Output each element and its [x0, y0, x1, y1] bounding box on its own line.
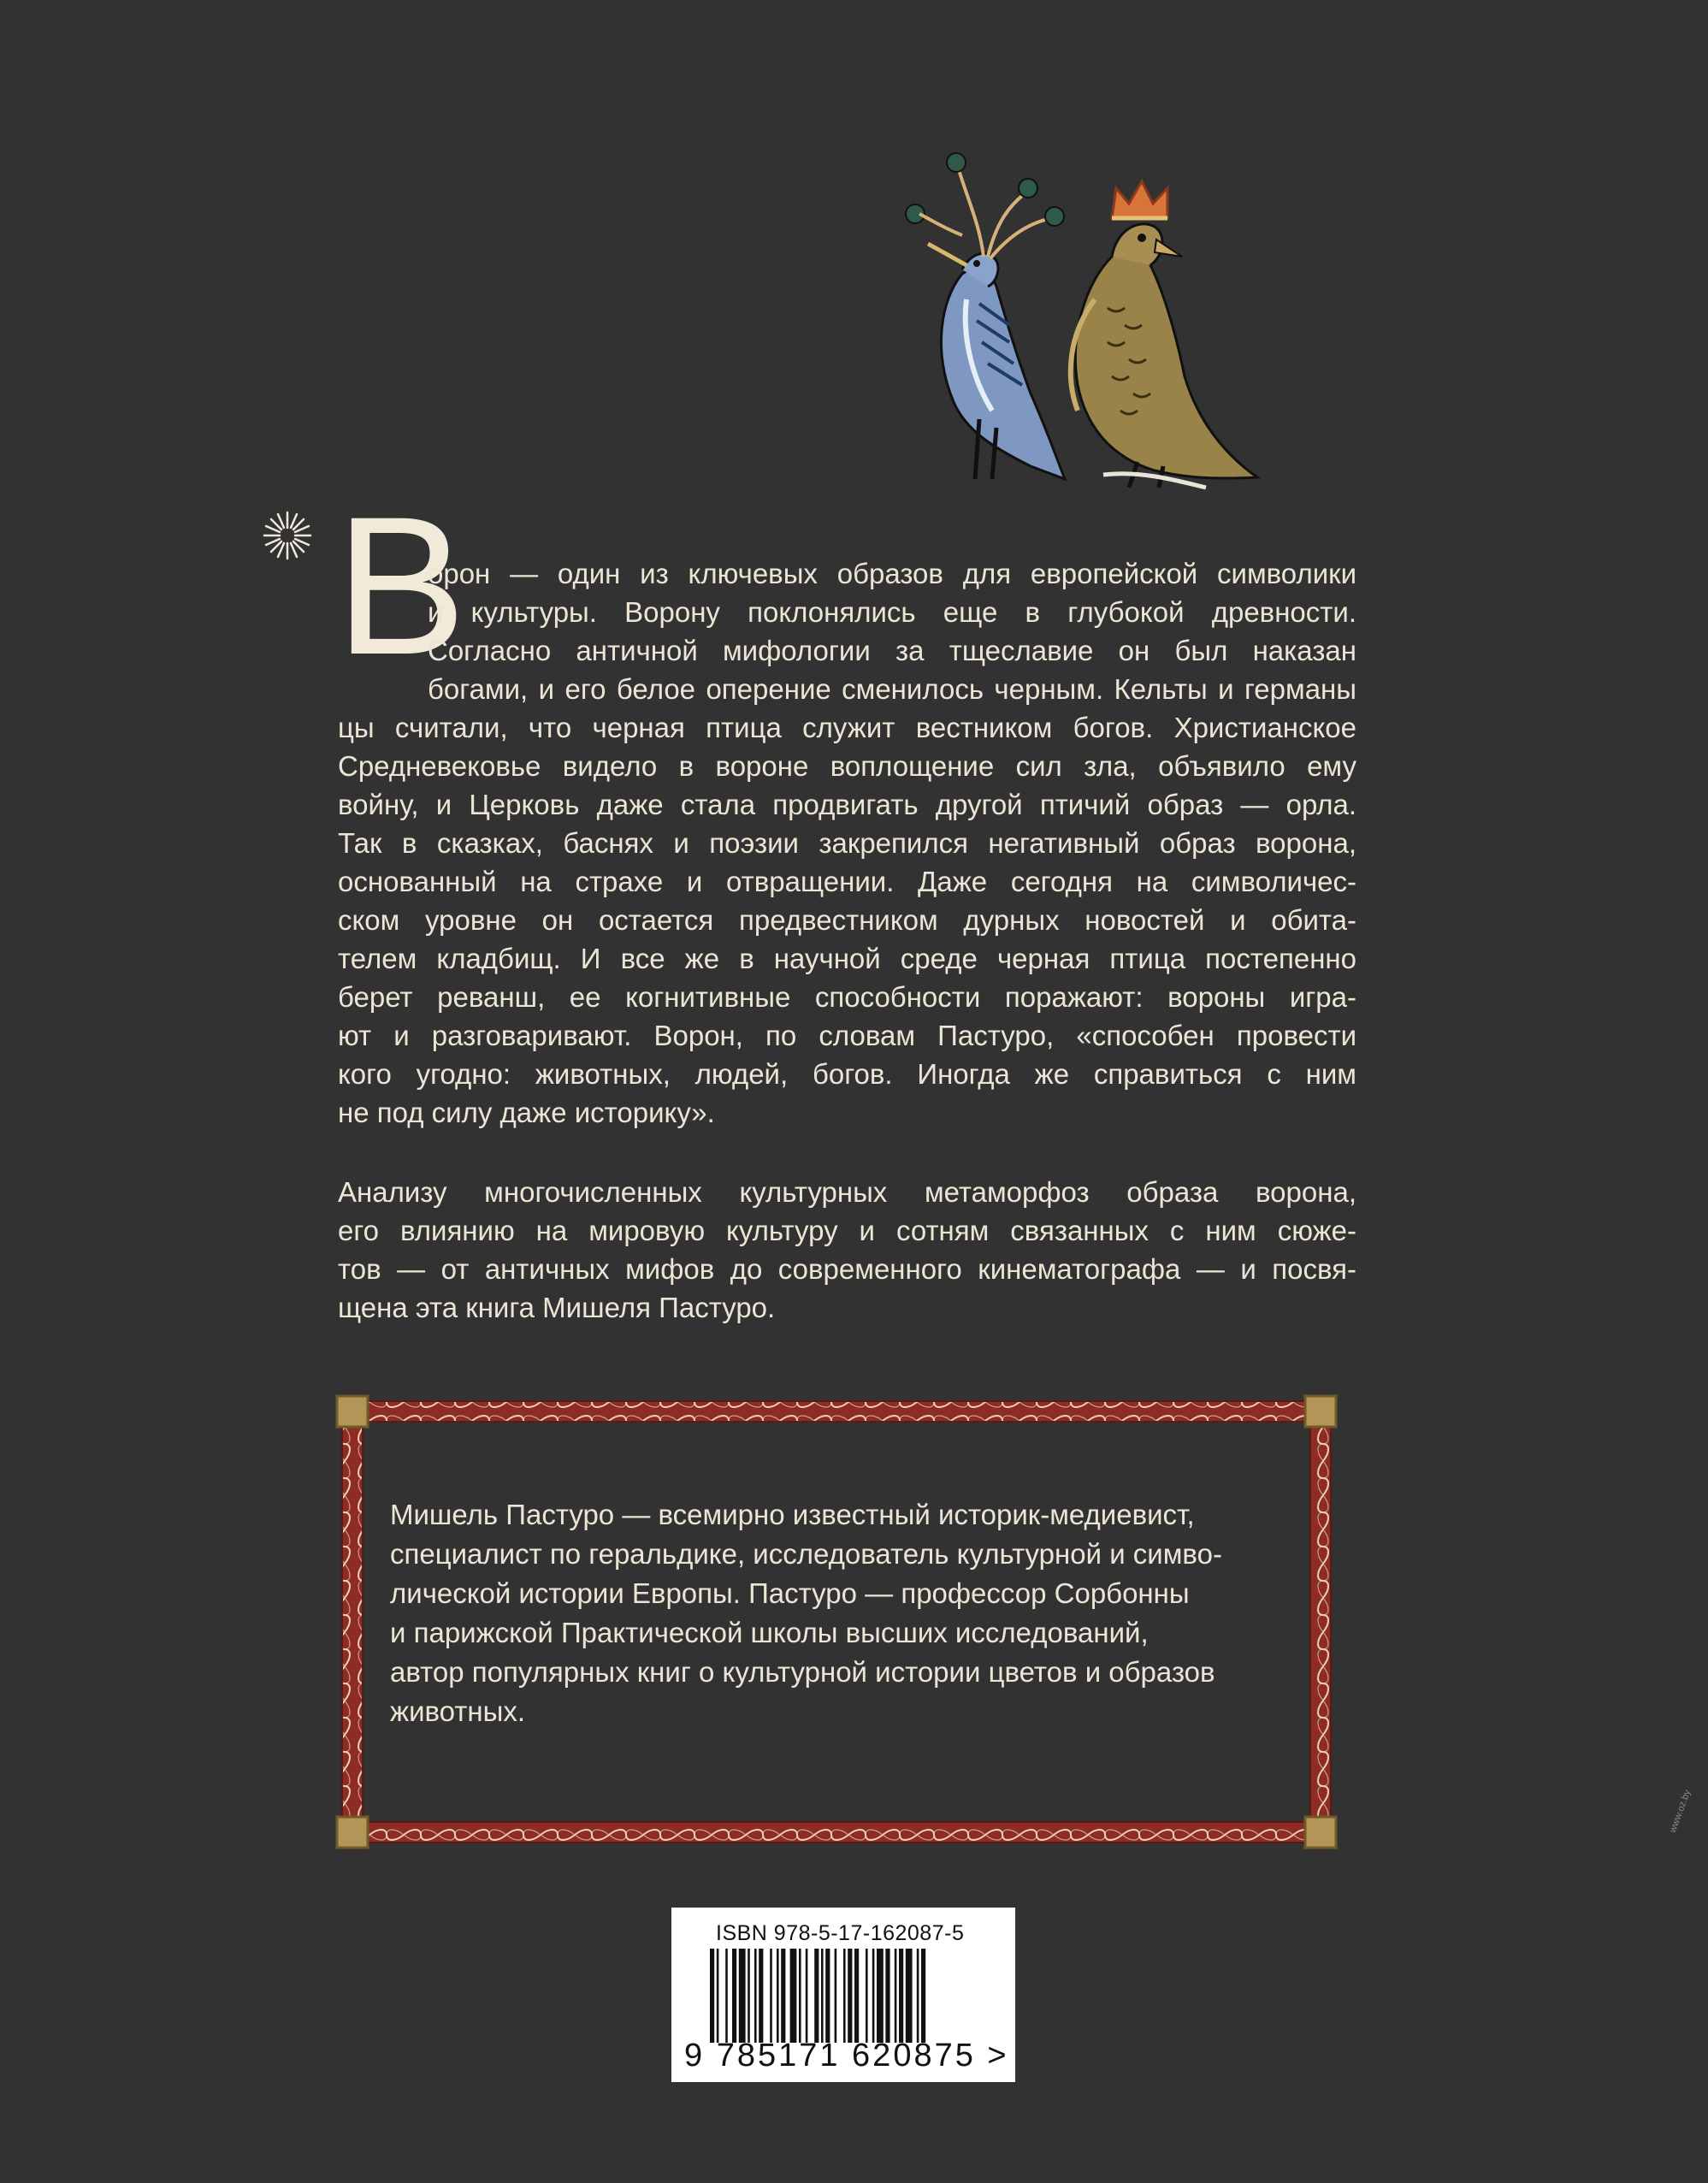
barcode-digits: 9 785171 620875 >: [684, 2038, 1009, 2074]
barcode-bar: [781, 1949, 785, 2043]
barcode-bar: [854, 1949, 859, 2043]
barcode-bar: [754, 1949, 757, 2043]
crested-bird-icon: [906, 153, 1065, 479]
barcode-bar: [710, 1949, 714, 2043]
text-line: тов — от античных мифов до современного кинематографа — и посвя-: [338, 1253, 1356, 1285]
text-line: кого угодно: животных, людей, богов. Иногда же справиться с ним: [338, 1058, 1356, 1090]
text-line: специалист по геральдике, исследователь культурной и симво-: [390, 1538, 1222, 1570]
two-medieval-birds-illustration: [881, 128, 1326, 496]
barcode-bar: [790, 1949, 797, 2043]
barcode-bar: [799, 1949, 801, 2043]
text-line: цы считали, что черная птица служит вестником богов. Христианское: [338, 712, 1356, 743]
barcode-bar: [739, 1949, 746, 2043]
barcode-bar: [895, 1949, 897, 2043]
barcode-bar: [906, 1949, 913, 2043]
barcode-bar: [717, 1949, 719, 2043]
intro-paragraph-body: [338, 708, 1356, 1132]
barcode-bar: [872, 1949, 875, 2043]
barcode-bar: [921, 1949, 925, 2043]
text-line: Мишель Пастуро — всемирно известный историк-медиевист,: [390, 1499, 1195, 1530]
barcode-bar: [770, 1949, 772, 2043]
author-bio: [390, 1495, 1291, 1731]
text-line: телем кладбищ. И все же в научной среде черная птица постепенно: [338, 943, 1356, 974]
barcode-bar: [843, 1949, 846, 2043]
text-line: автор популярных книг о культурной истории цветов и образов: [390, 1656, 1215, 1688]
drop-cap: В: [335, 476, 467, 695]
barcode-bar: [777, 1949, 779, 2043]
text-line: и парижской Практической школы высших исследований,: [390, 1617, 1149, 1648]
text-line: и культуры. Ворону поклонялись еще в глубокой древности.: [428, 596, 1356, 628]
barcode-bar: [732, 1949, 736, 2043]
text-line: ют и разговаривают. Ворон, по словам Пастуро, «способен провести: [338, 1020, 1356, 1051]
text-line: Так в сказках, баснях и поэзии закрепился негативный образ ворона,: [338, 827, 1356, 859]
text-line: берет реванш, ее когнитивные способности поражают: вороны игра-: [338, 981, 1356, 1013]
barcode-bar: [885, 1949, 889, 2043]
barcode-bar: [835, 1949, 837, 2043]
barcode-bar: [759, 1949, 763, 2043]
barcode-icon: [710, 1949, 992, 2043]
text-line: основанный на страхе и отвращении. Даже сегодня на символичес-: [338, 866, 1356, 897]
intro-paragraph-indented: [428, 554, 1356, 708]
text-line: Согласно античной мифологии за тщеславие он был наказан: [428, 635, 1356, 666]
crowned-bird-icon: [1071, 181, 1257, 488]
summary-paragraph: [338, 1173, 1356, 1327]
barcode-bar: [821, 1949, 824, 2043]
text-line: войну, и Церковь даже стала продвигать другой птичий образ — орла.: [338, 789, 1356, 820]
text-line: ском уровне он остается предвестником дурных новостей и обита-: [338, 904, 1356, 936]
barcode-bar: [814, 1949, 819, 2043]
barcode-bar: [725, 1949, 728, 2043]
barcode-bar: [877, 1949, 884, 2043]
barcode-bar: [899, 1949, 903, 2043]
text-line: щена эта книга Мишеля Пастуро.: [338, 1292, 776, 1323]
watermark: www.oz.by: [1668, 1788, 1693, 1835]
starburst-icon: [261, 509, 314, 562]
text-line: Анализу многочисленных культурных метаморфоз образа ворона,: [338, 1176, 1356, 1208]
barcode-bar: [917, 1949, 919, 2043]
barcode-bar: [848, 1949, 852, 2043]
text-line: Средневековье видело в вороне воплощение сил зла, объявило ему: [338, 750, 1356, 782]
barcode-bar: [866, 1949, 868, 2043]
text-line: лической истории Европы. Пастуро — профессор Сорбонны: [390, 1577, 1190, 1609]
text-line: не под силу даже историку».: [338, 1097, 715, 1128]
isbn-number: ISBN 978-5-17-162087-5: [716, 1921, 965, 1945]
text-line: животных.: [390, 1695, 526, 1727]
text-line: его влиянию на мировую культуру и сотням связанных с ним сюже-: [338, 1215, 1356, 1246]
text-line: орон — один из ключевых образов для европейской символики: [428, 558, 1356, 589]
text-line: богами, и его белое оперение сменилось черным. Кельты и германы: [428, 673, 1356, 705]
barcode-bar: [806, 1949, 808, 2043]
barcode-bar: [748, 1949, 750, 2043]
barcode-bar: [825, 1949, 830, 2043]
